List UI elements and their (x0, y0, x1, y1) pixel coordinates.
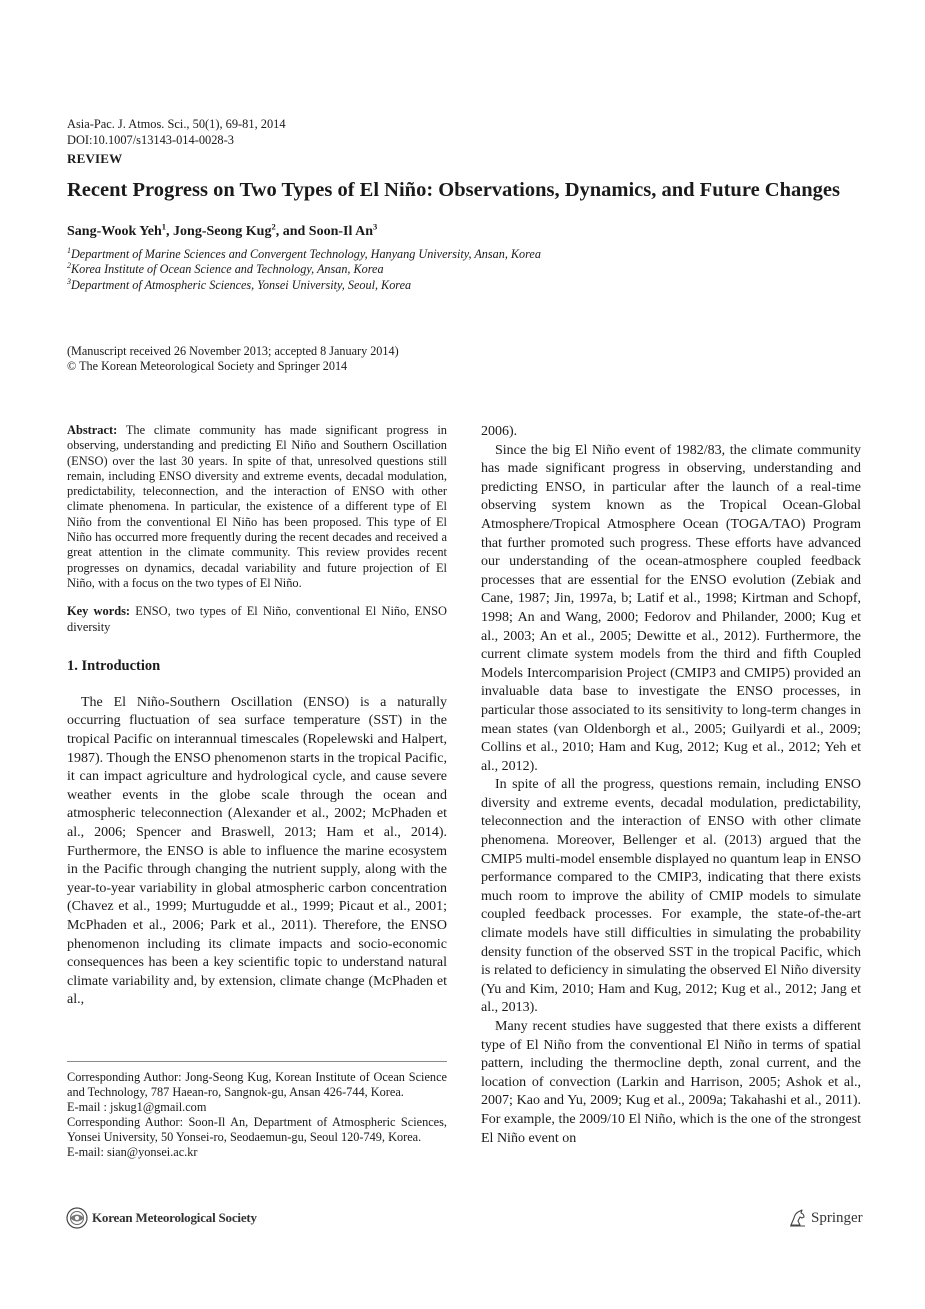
affiliation-text: Korea Institute of Ocean Science and Technology, Ansan, Korea (71, 262, 384, 277)
author-sep: , (166, 224, 174, 239)
left-column (67, 423, 447, 1010)
keywords-text: ENSO, two types of El Niño, conventional El Niño, ENSO diversity (67, 604, 447, 634)
affiliation-sup: 2 (67, 261, 71, 271)
author-list (67, 223, 867, 241)
author-sup: 1 (161, 221, 167, 232)
body-paragraph: The El Niño-Southern Oscillation (ENSO) is a naturally occurring fluctuation of sea surface temperature (SST) in the tropical Pacific on interannual timescales (Ropelewski and Halpert, 1987). Though the ENSO phenomenon starts in the tropical Pacific, it can impact agriculture and hydrological cycle, and cause severe weather events in the globe scale through the ocean and atmospheric teleconnection (Alexander et al., 2002; McPhaden et al., 2006; Spencer and Braswell, 2013; Ham et al., 2014). Furthermore, the ENSO is able to influence the marine ecosystem in the Pacific through changing the nutrient supply, along with the year-to-year variability in global atmospheric carbon concentration (Chavez et al., 1999; Murtugudde et al., 1999; Picaut et al., 2001; McPhaden et al., 2006; Park et al., 2011). Therefore, the ENSO phenomenon including its climate impacts and socio-economic consequences has been a key scientific topic to understand natural climate variability and, by extension, climate change (McPhaden et al., (67, 694, 447, 1008)
manuscript-info (67, 344, 667, 375)
keywords (67, 604, 447, 635)
springer-horse-icon (788, 1208, 808, 1228)
author-name: Sang-Wook Yeh (67, 224, 162, 239)
footnote-divider (67, 1061, 447, 1062)
springer-name: Springer (811, 1209, 863, 1226)
abstract-label: Abstract: (67, 423, 118, 437)
kms-name: Korean Meteorological Society (92, 1210, 257, 1225)
affiliation-text: Department of Atmospheric Sciences, Yonsei University, Seoul, Korea (71, 277, 412, 292)
springer-footer-logo (788, 1206, 863, 1230)
section-heading: 1. Introduction (67, 657, 161, 674)
kms-footer-logo (66, 1206, 257, 1230)
body-paragraph-continued: 2006). (481, 424, 518, 439)
author-name: Soon-Il An (308, 224, 373, 239)
affiliation-list (67, 247, 867, 293)
kms-emblem-icon (66, 1207, 88, 1229)
footnote-line: E-mail: sian@yonsei.ac.kr (67, 1145, 198, 1160)
author-sep: , and (275, 224, 309, 239)
article-type: REVIEW (67, 151, 123, 166)
affiliation (67, 262, 867, 277)
author-sup: 2 (271, 221, 276, 232)
keywords-label: Key words: (67, 604, 131, 619)
affiliation-sup: 3 (67, 276, 71, 286)
right-column (481, 423, 861, 1148)
author-name: Jong-Seong Kug (173, 224, 272, 239)
affiliation (67, 247, 867, 262)
abstract-text: The climate community has made significant progress in observing, understanding and predicting El Niño and Southern Oscillation (ENSO) over the last 30 years. In spite of that, unresolved questions still remain, including ENSO diversity and extreme events, decadal modulation, predictability, teleconnection, and the interaction of ENSO with other climate phenomena. In particular, the existence of a different type of El Niño from the conventional El Niño has been proposed. This type of El Niño has occurred more frequently during the recent decades and received a great attention in the climate community. This review provides recent progresses on dynamics, decadal variability and future projection of El Niño, with a focus on the two types of El Niño. (67, 423, 447, 590)
abstract (67, 423, 447, 591)
affiliation-sup: 1 (67, 245, 71, 255)
footnote-line: E-mail : jskug1@gmail.com (67, 1100, 207, 1115)
copyright: © The Korean Meteorological Society and Springer 2014 (67, 359, 348, 374)
received-date: (Manuscript received 26 November 2013; accepted 8 January 2014) (67, 344, 399, 358)
doi: DOI:10.1007/s13143-014-0028-3 (67, 133, 234, 147)
author-sup: 3 (373, 221, 378, 232)
article-header (67, 116, 867, 293)
body-paragraph: In spite of all the progress, questions remain, including ENSO diversity and extreme events, decadal modulation, predictability, teleconnection and the interaction of ENSO with other climate phenomena. Moreover, Bellenger et al. (2013) argued that the CMIP5 multi-model ensemble displayed no quantum leap in ENSO performance compared to the CMIP3, indicating that there exists much room to improve the ability of CMIP models to simulate coupled feedback processes. For example, the state-of-the-art climate models have still difficulties in simulating the probability density function of the observed SST in the tropical Pacific, which is related to deficiency in simulating the observed El Niño diversity (Yu and Kim, 2010; Ham and Kug, 2012; Kug et al., 2012; Jang et al., 2013). (481, 777, 861, 1016)
footnote-line: Corresponding Author: Soon-Il An, Department of Atmospheric Sciences, Yonsei University, 50 Yonsei-ro, Seodaemun-gu, Seoul 120-749, Korea. (67, 1115, 447, 1145)
footnote-line: Corresponding Author: Jong-Seong Kug, Korean Institute of Ocean Science and Technology, 787 Haean-ro, Sangnok-gu, Ansan 426-744, Korea. (67, 1070, 447, 1100)
body-paragraph: Since the big El Niño event of 1982/83, the climate community has made significant progress in observing, understanding and predicting ENSO, in particular after the launch of a real-time observing system known as the Tropical Ocean-Global Atmosphere/Tropical Atmosphere Ocean (TOGA/TAO) Program that further promoted such progress. These efforts have advanced our understanding of the ocean-atmosphere coupled feedback processes that are essential for the ENSO evolution (Zebiak and Cane, 1987; Jin, 1997a, b; Latif et al., 1998; Kirtman and Schopf, 1998; An and Wang, 2000; Fedorov and Philander, 2000; Kug et al., 2003; An et al., 2005; Dewitte et al., 2012). Furthermore, the current climate system models from the third and fifth Coupled Models Intercomparision Project (CMIP3 and CMIP5) provided an invaluable data base to investigate the ENSO processes, in particular those associated to its sensitivity to long-term changes in mean states (van Oldenborgh et al., 2005; Guilyardi et al., 2009; Collins et al., 2010; Ham and Kug, 2012; Kug et al., 2012; Yeh et al., 2012). (481, 442, 861, 774)
corresponding-author-footnote (67, 1070, 447, 1161)
affiliation-text: Department of Marine Sciences and Convergent Technology, Hanyang University, Ansan, Korea (71, 247, 541, 261)
paper-title: Recent Progress on Two Types of El Niño: Observations, Dynamics, and Future Changes (67, 179, 840, 201)
body-paragraph: Many recent studies have suggested that there exists a different type of El Niño from the conventional El Niño in terms of spatial pattern, including the thermocline depth, zonal current, and the location of convection (Larkin and Harrison, 2005; Ashok et al., 2007; Kao and Yu, 2009; Kug et al., 2009a; Takahashi et al., 2011). For example, the 2009/10 El Niño, which is the one of the strongest El Niño event on (481, 1019, 861, 1146)
journal-citation: Asia-Pac. J. Atmos. Sci., 50(1), 69-81, 2014 (67, 117, 286, 131)
affiliation (67, 278, 867, 293)
